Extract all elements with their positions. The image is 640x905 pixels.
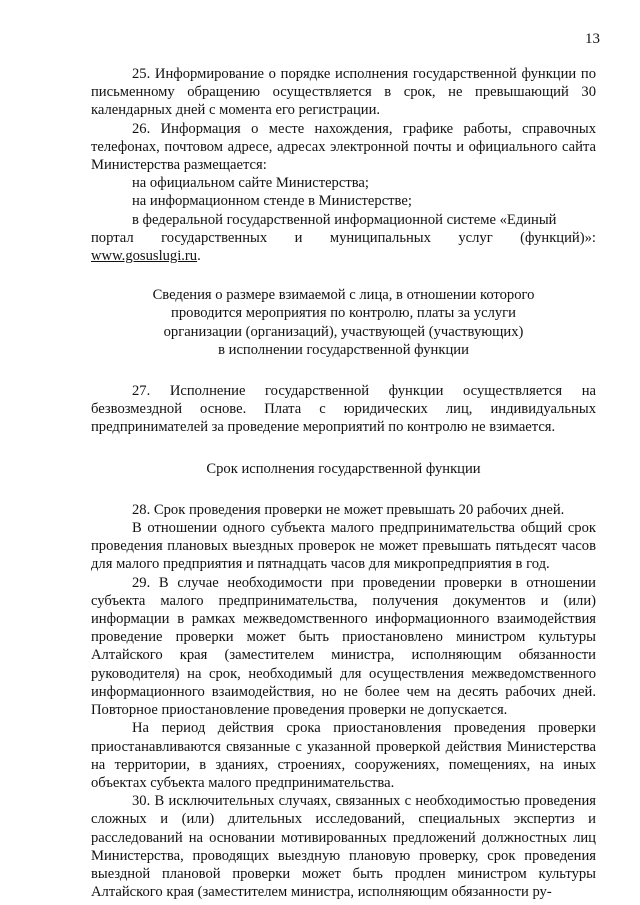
link-end-punct: .: [197, 248, 201, 265]
heading-line: организации (организаций), участвующей (участвующих): [163, 323, 524, 340]
word: (функций)»:: [520, 229, 596, 246]
section-heading-fees: [91, 286, 596, 359]
heading-line: Сведения о размере взимаемой с лица, в отношении которого: [152, 287, 535, 304]
paragraph-29: 29. В случае необходимости при проведении проверки в отношении субъекта малого предпринимательства, получения документов и (или) информации в рамках межведомственного информационного взаимодействия проведение проверки может быть приостановлено министром культуры Алтайского края (заместителем министра, исполняющим обязанности руководителя) на срок, необходимый для осуществления межведомственного информационного взаимодействия, но не более чем на десять рабочих дней. Повторное приостановление проведения проверки не допускается.: [91, 574, 596, 719]
word: муниципальных: [329, 229, 431, 246]
list-item-site: на официальном сайте Министерства;: [132, 175, 369, 192]
word: государственных: [161, 229, 268, 246]
paragraph-28-cont: В отношении одного субъекта малого предпринимательства общий срок проведения плановых выездных проверок не может превышать пятьдесят часов для малого предприятия и пятнадцать часов для микропредприятия в год.: [91, 520, 596, 573]
list-item-system-line2: [91, 229, 596, 247]
page-number: 13: [585, 31, 600, 47]
list-item-system-line1: в федеральной государственной информационной системе «Единый: [132, 211, 557, 228]
document-body: [91, 65, 596, 901]
paragraph-28: 28. Срок проведения проверки не может превышать 20 рабочих дней.: [132, 501, 565, 518]
word: портал: [91, 229, 134, 246]
word: и: [294, 229, 303, 246]
paragraph-27: 27. Исполнение государственной функции осуществляется на безвозмездной основе. Плата с юридических лиц, индивидуальных предпринимателей за проведение мероприятий по контролю не взимается.: [91, 383, 596, 436]
paragraph-29-cont: На период действия срока приостановления проведения проверки приостанавливаются связанные с указанной проверкой действия Министерства на территории, в зданиях, строениях, сооружениях, помещениях, на иных объектах субъекта малого предпринимательства.: [91, 720, 596, 791]
section-heading-term: Срок исполнения государственной функции: [206, 460, 481, 477]
heading-line: в исполнении государственной функции: [218, 341, 469, 358]
list-item-system-line3: [91, 247, 596, 265]
paragraph-25: 25. Информирование о порядке исполнения государственной функции по письменному обращению осуществляется в срок, не превышающий 30 календарных дней с момента его регистрации.: [91, 66, 596, 119]
paragraph-30: 30. В исключительных случаях, связанных с необходимостью проведения сложных и (или) длительных исследований, специальных экспертиз и расследований на основании мотивированных предложений должностных лиц Министерства, проводящих выездную плановую проверку, срок проведения выездной плановой проверки может быть продлен министром культуры Алтайского края (заместителем министра, исполняющим обязанности ру-: [91, 793, 596, 901]
heading-line: проводится мероприятия по контролю, платы за услуги: [171, 305, 516, 322]
paragraph-26: 26. Информация о месте нахождения, графике работы, справочных телефонах, почтовом адресе, адресах электронной почты и официального сайта Министерства размещается:: [91, 120, 596, 174]
list-item-stand: на информационном стенде в Министерстве;: [132, 193, 412, 210]
gosuslugi-link[interactable]: www.gosuslugi.ru: [91, 248, 198, 265]
word: услуг: [458, 229, 493, 246]
